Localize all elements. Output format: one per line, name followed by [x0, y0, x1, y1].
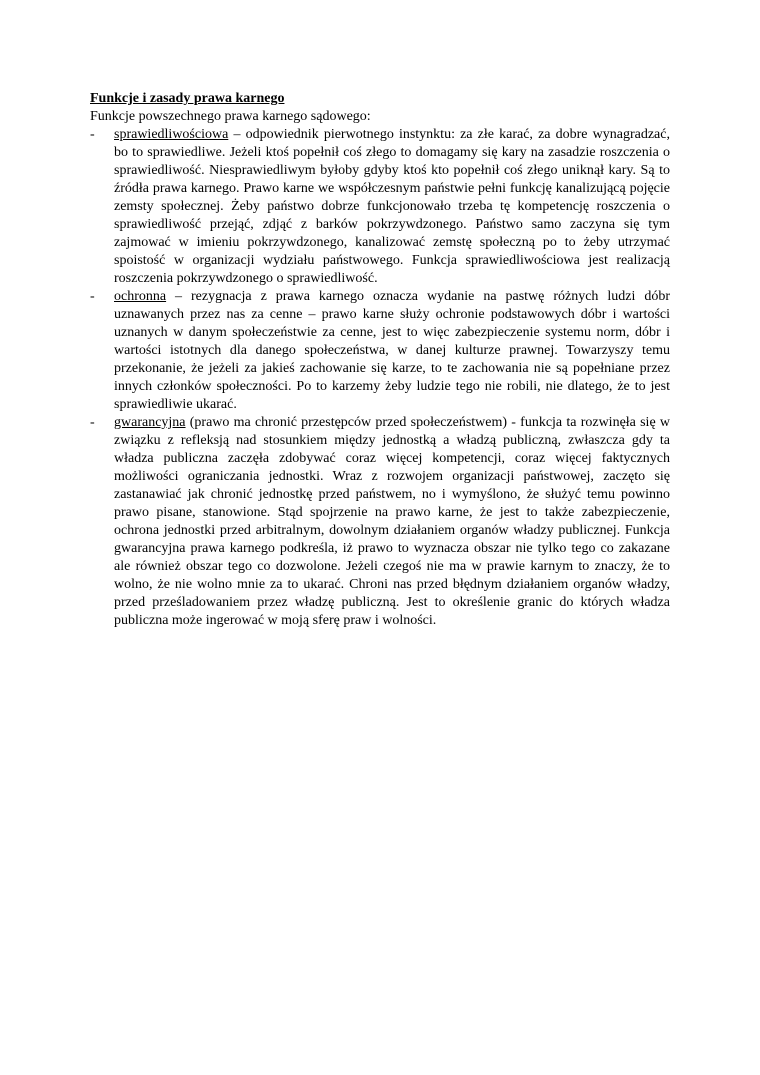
list-item-ochronna	[90, 288, 670, 414]
bullet-dash: -	[90, 289, 95, 304]
bullet-dash: -	[90, 127, 95, 142]
term-label: sprawiedliwościowa	[114, 127, 229, 142]
term-description: (prawo ma chronić przestępców przed społeczeństwem) - funkcja ta rozwinęła się w związku z refleksją nad stosunkiem między jednostką a władzą publiczną, zwłaszcza gdy ta władza publiczna zaczęła zdobywać coraz więcej kompetencji, coraz więcej faktycznych możliwości ograniczania jednostki. Wraz z rozwojem organizacji państwowej, zaczęto się zastanawiać jak chronić jednostkę przed państwem, no i wymyślono, że służyć temu powinno prawo pisane, stanowione. Stąd spojrzenie na prawo karne, że jest to także zabezpieczenie, ochrona jednostki przed arbitralnym, dowolnym działaniem organów władzy publicznej. Funkcja gwarancyjna prawa karnego podkreśla, iż prawo to wyznacza obszar nie tylko tego co zakazane ale również obszar tego co dozwolone. Jeżeli czegoś nie ma w prawie karnym to znaczy, że to wolno, że nie wolno mnie za to ukarać. Chroni nas przed błędnym działaniem organów władzy, przed prześladowaniem przez władzę publiczną. Jest to określenie granic do których władza publiczna może ingerować w moją sferę praw i wolności.	[114, 415, 670, 628]
list-item-sprawiedliwosciowa	[90, 126, 670, 288]
list-item-gwarancyjna	[90, 414, 670, 630]
term-label: gwarancyjna	[114, 415, 186, 430]
document-title: Funkcje i zasady prawa karnego	[90, 91, 285, 106]
term-label: ochronna	[114, 289, 167, 304]
term-description: – odpowiednik pierwotnego instynktu: za złe karać, za dobre wynagradzać, bo to sprawiedliwe. Jeżeli ktoś popełnił coś złego to domagamy się kary na zasadzie roszczenia o sprawiedliwość. Niesprawiedliwym byłoby gdyby ktoś kto popełnił coś złego uniknął kary. Są to źródła prawa karnego. Prawo karne we współczesnym państwie pełni funkcję kanalizującą pojęcie zemsty społecznej. Żeby państwo dobrze funkcjonowało trzeba tę kompetencję roszczenia o sprawiedliwość przejąć, zdjąć z barków pokrzywdzonego. Państwo samo zaczyna się tym zajmować w imieniu pokrzywdzonego, kanalizować zemstę społeczną po to żeby utrzymać spoistość w organizacji wydziału państwowego. Funkcja sprawiedliwościowa jest realizacją roszczenia pokrzywdzonego o sprawiedliwość.	[114, 127, 670, 286]
functions-list	[90, 126, 670, 630]
bullet-dash: -	[90, 415, 95, 430]
term-description: – rezygnacja z prawa karnego oznacza wydanie na pastwę różnych ludzi dóbr uznawanych przez nas za cenne – prawo karne służy ochronie podstawowych dóbr i wartości uznanych w danym społeczeństwie za cenne, jest to więc zabezpieczenie systemu norm, dóbr i wartości istotnych dla danego społeczeństwa, w danej kulturze prawnej. Towarzyszy temu przekonanie, że jeżeli za jakieś zachowanie się karze, to te zachowania nie są popełniane przez innych członków społeczności. Po to karzemy żeby ludzie tego nie robili, nie dlatego, że to jest sprawiedliwie ukarać.	[114, 289, 670, 412]
document-content	[90, 90, 670, 630]
document-subtitle: Funkcje powszechnego prawa karnego sądowego:	[90, 109, 371, 124]
